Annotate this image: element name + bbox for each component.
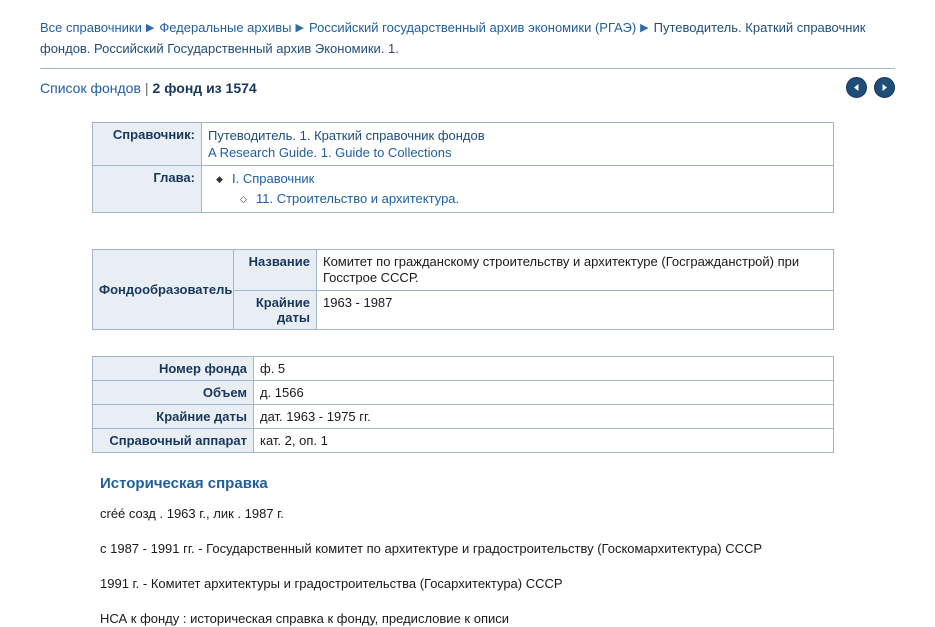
guide-title-en: A Research Guide. 1. Guide to Collections (208, 145, 452, 160)
guide-row (93, 123, 834, 166)
fund-details-table (92, 356, 834, 453)
fund-number-label: Номер фонда (93, 357, 254, 381)
fund-dates-label: Крайние даты (93, 405, 254, 429)
breadcrumb-separator-icon: ▶ (145, 22, 155, 34)
fund-dates-value: дат. 1963 - 1975 гг. (254, 405, 834, 429)
fund-list-info (40, 80, 257, 96)
fund-volume-value: д. 1566 (254, 381, 834, 405)
prev-record-button[interactable] (846, 77, 867, 98)
table-row (93, 405, 834, 429)
founder-dates-value: 1963 - 1987 (317, 291, 834, 330)
fund-apparatus-label: Справочный аппарат (93, 429, 254, 453)
guide-title-ru: Путеводитель. 1. Краткий справочник фондов (208, 128, 485, 143)
historical-note-paragraph: 1991 г. - Комитет архитектуры и градостроительства (Госархитектура) СССР (100, 576, 563, 591)
breadcrumb-item-rgae[interactable]: Российский государственный архив экономики (РГАЭ) (308, 20, 637, 35)
next-arrow-icon (880, 83, 889, 92)
table-row (93, 357, 834, 381)
founder-label: Фондообразователь (93, 250, 234, 330)
historical-note-paragraph: créé созд . 1963 г., лик . 1987 г. (100, 506, 284, 521)
breadcrumb (40, 18, 895, 58)
historical-note (100, 475, 860, 627)
breadcrumb-separator-icon: ▶ (295, 22, 304, 34)
breadcrumb-wrap (0, 0, 935, 64)
founder-name-row (93, 250, 834, 291)
breadcrumb-item-all-guides[interactable]: Все справочники (40, 20, 142, 35)
breadcrumb-separator-icon: ▶ (640, 22, 649, 34)
fund-number-value: ф. 5 (254, 357, 834, 381)
fund-apparatus-value: кат. 2, оп. 1 (254, 429, 834, 453)
chapter-list (208, 170, 827, 208)
breadcrumb-item-current: Путеводитель. Краткий справочник фондов. Российский Государственный архив Экономики. 1. (40, 20, 866, 56)
guide-table (92, 122, 834, 213)
next-record-button[interactable] (874, 77, 895, 98)
chapter-link-2[interactable]: 11. Строительство и архитектура. (256, 191, 460, 206)
guide-label: Справочник: (93, 123, 202, 166)
subheader-divider: | (144, 79, 149, 96)
table-row (93, 429, 834, 453)
breadcrumb-item-federal-archives[interactable]: Федеральные архивы (159, 20, 292, 35)
historical-note-paragraph: с 1987 - 1991 гг. - Государственный комитет по архитектуре и градостроительству (Госкомархитектура) СССР (100, 541, 763, 556)
fund-volume-label: Объем (93, 381, 254, 405)
historical-note-paragraph: НСА к фонду : историческая справка к фонду, предисловие к описи (100, 611, 510, 626)
chapter-item-level1 (208, 170, 827, 188)
chapter-link-1[interactable]: I. Справочник (232, 171, 315, 186)
founder-table (92, 249, 834, 330)
founder-name-label: Название (234, 250, 317, 291)
fund-list-link[interactable]: Список фондов (40, 79, 141, 96)
subheader (0, 69, 935, 98)
historical-note-title: Историческая справка (100, 475, 268, 492)
chapter-label: Глава: (93, 166, 202, 213)
chapter-item-level2 (208, 190, 827, 208)
prev-arrow-icon (852, 83, 861, 92)
founder-dates-label: Крайние даты (234, 291, 317, 330)
fund-counter: 2 фонд из 1574 (152, 79, 257, 96)
chapter-value (202, 166, 834, 213)
guide-value (202, 123, 834, 166)
chapter-row (93, 166, 834, 213)
founder-name-value: Комитет по гражданскому строительству и архитектуре (Госгражданстрой) при Госстрое СССР. (317, 250, 834, 291)
table-row (93, 381, 834, 405)
record-navigation (846, 77, 895, 98)
